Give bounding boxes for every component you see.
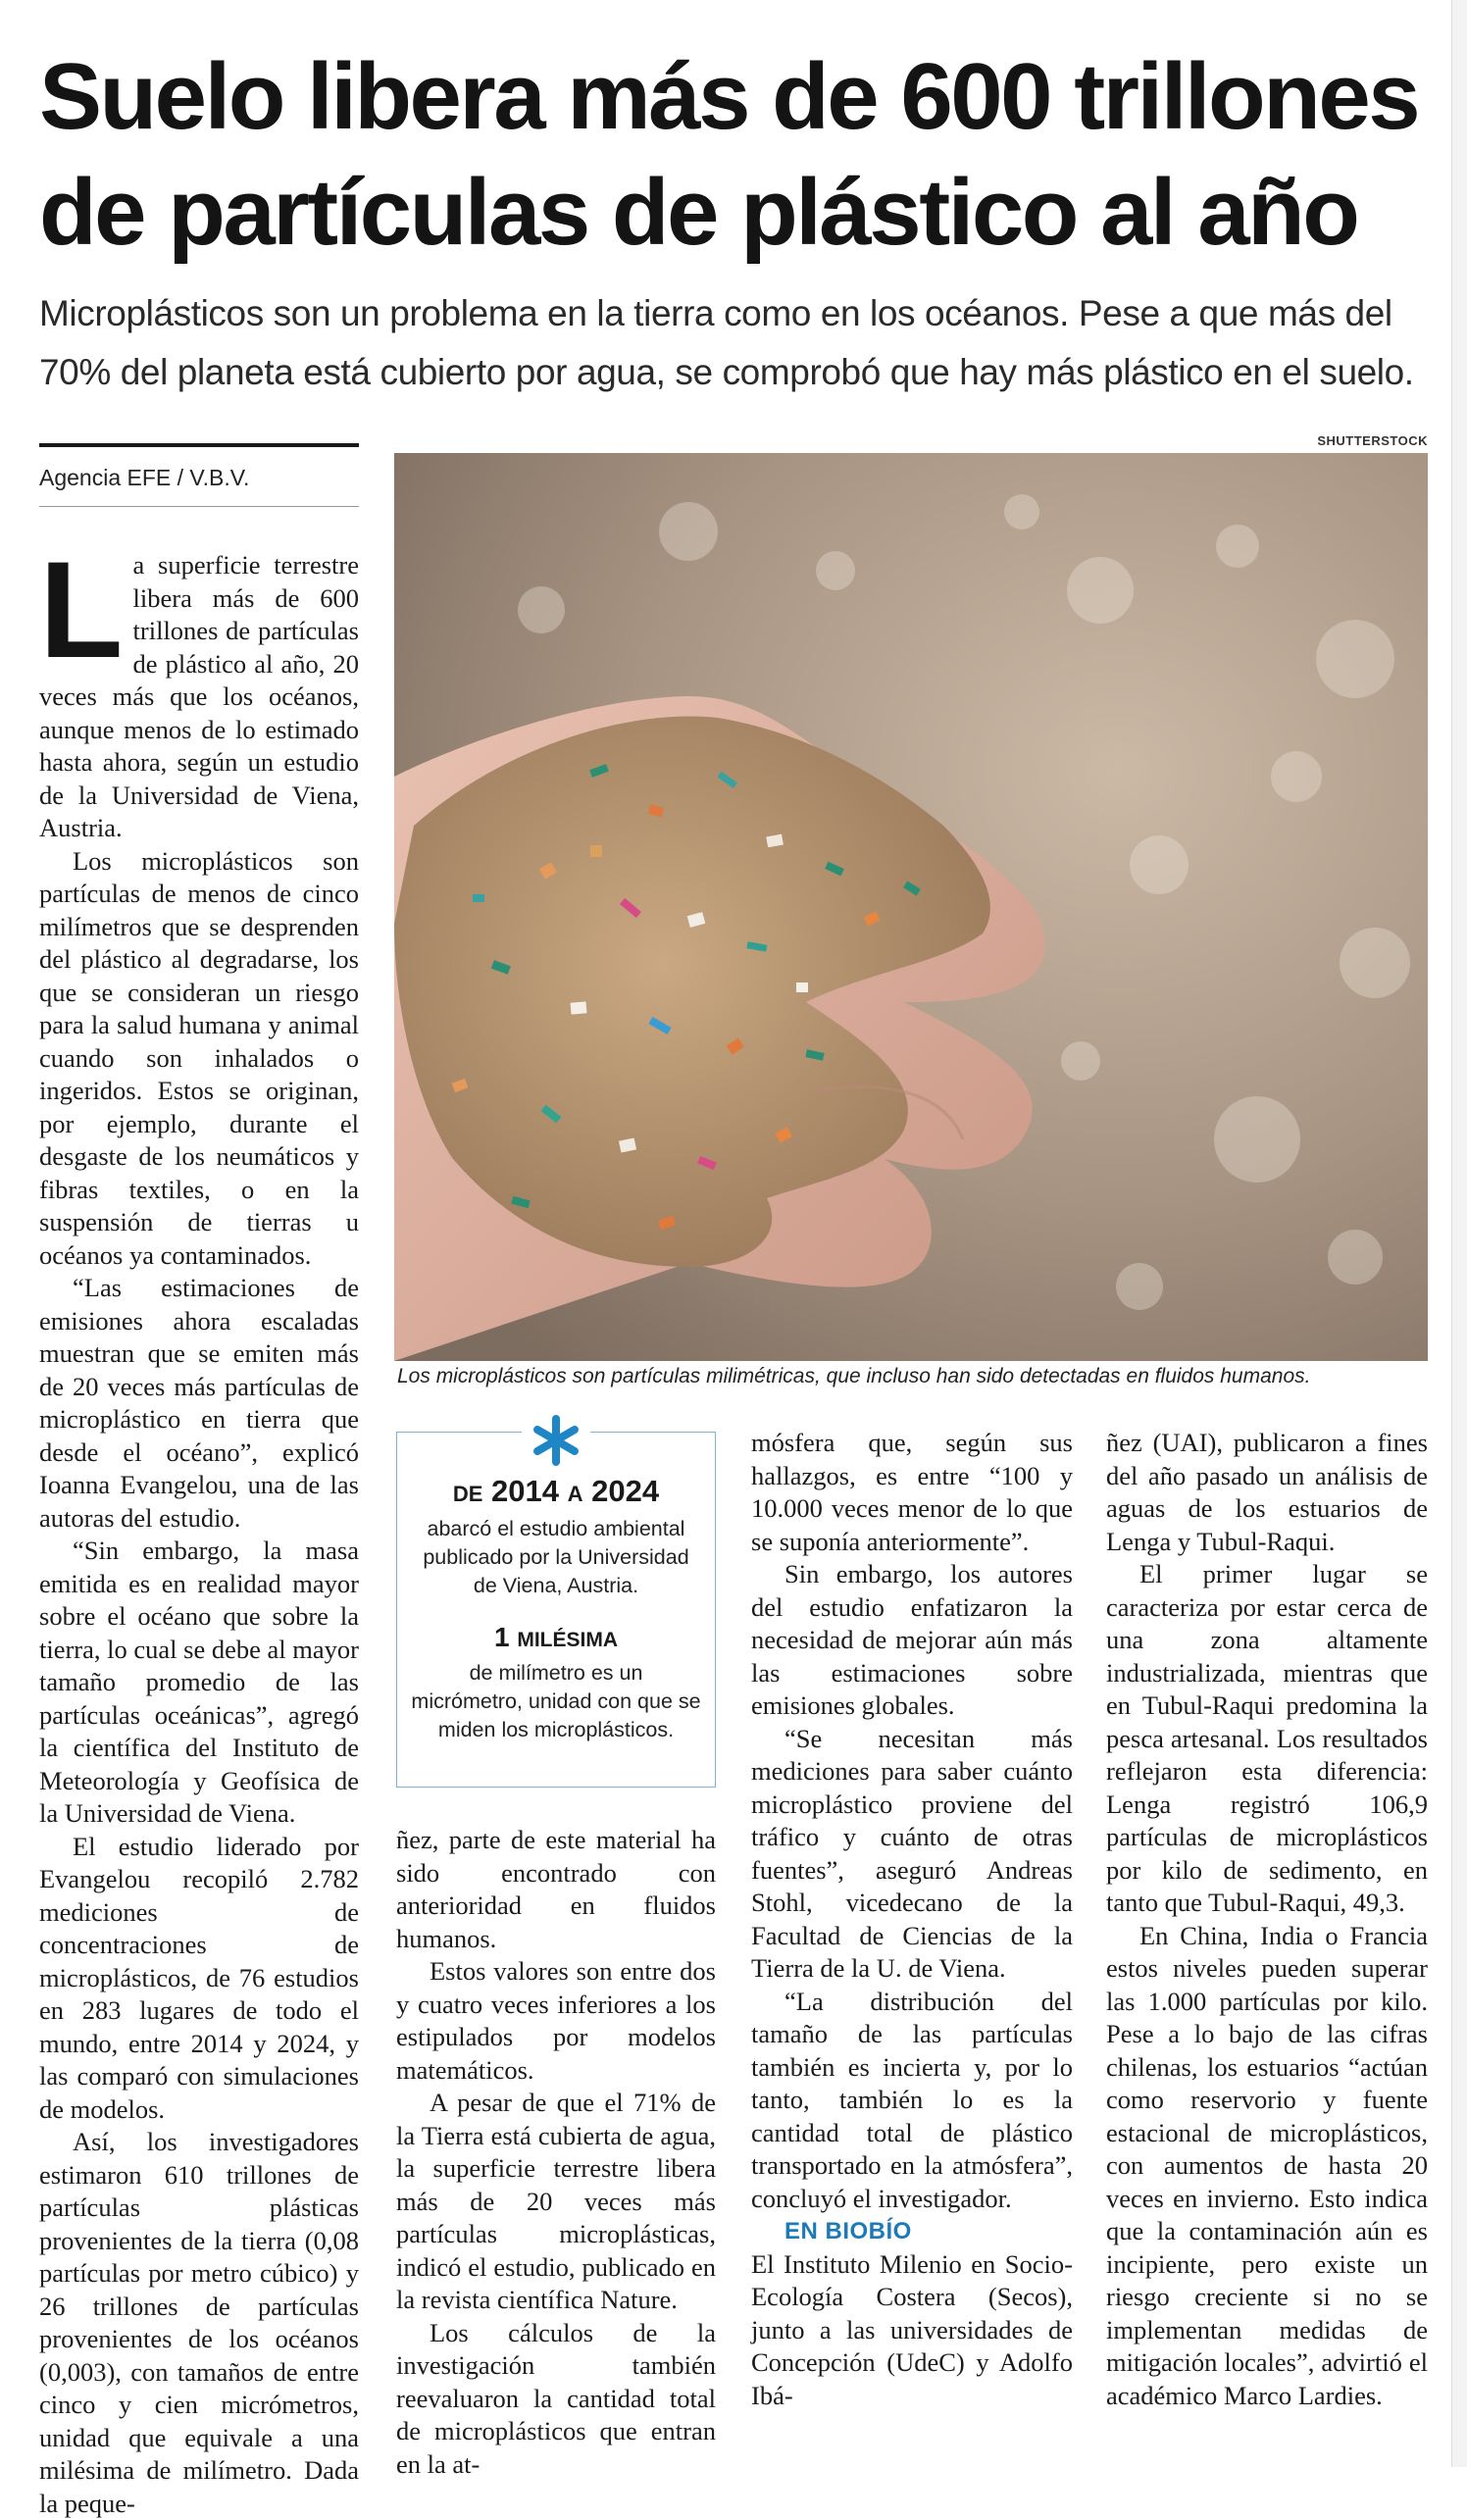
paragraph: El primer lugar se caracteriza por estar cerca de una zona altamente industrializada, mientras que en Tubul-Raqui predomina la pesca artesanal. Los resultados reflejaron esta diferencia: Lenga registró 106,9 partículas de microplásticos por kilo de sedimento, en tanto que Tubul-Raqui, 49,3.: [1106, 1559, 1428, 1917]
paragraph: Los microplásticos son partículas de menos de cinco milímetros que se desprenden del plástico al degradarse, los que se consideran un riesgo para la salud humana y animal cuando son inhalados o ingeridos. Estos se originan, por ejemplo, durante el desgaste de los neumáticos y fibras textiles, o en la suspensión de tierras u océanos ya contaminados.: [39, 845, 359, 1270]
body-column-1: [39, 532, 359, 2518]
fact-unit-heading: 1 MILÉSIMA: [493, 1622, 619, 1652]
headline: Suelo libera más de 600 trillones de partículas de plástico al año: [39, 44, 1419, 265]
body-column-4: [1106, 1427, 1428, 2432]
paragraph: “Sin embargo, la masa emitida es en realidad mayor sobre el océano que sobre la tierra, lo cual se debe al mayor tamaño promedio de las partículas oceánicas”, agregó la científica del Instituto de Meteorología y Geofísica de la Universidad de Viena.: [39, 1536, 359, 1828]
paragraph: El Instituto Milenio en Socio-Ecología Costera (Secos), junto a las universidades de Concepción (UdeC) y Adolfo Ibá-: [751, 2248, 1073, 2410]
paragraph: ñez (UAI), publicaron a fines del año pasado un análisis de aguas de los estuarios de Lenga y Tubul-Raqui.: [1106, 1428, 1428, 1556]
fact-range-heading: DE 2014 A 2024: [452, 1474, 660, 1508]
paragraph: El estudio liderado por Evangelou recopiló 2.782 mediciones de concentraciones de microplásticos, de 76 estudios en 283 lugares de todo el mundo, entre 2014 y 2024, y las comparó con simulaciones de modelos.: [39, 1831, 359, 2124]
body-column-3: [751, 1427, 1073, 2432]
dropcap: L: [39, 532, 124, 686]
page-edge: [1451, 0, 1467, 2467]
paragraph: ñez, parte de este material ha sido encontrado con anterioridad en fluidos humanos.: [396, 1825, 716, 1953]
paragraph: Estos valores son entre dos y cuatro veces inferiores a los estipulados por modelos matemáticos.: [396, 1956, 716, 2085]
byline: Agencia EFE / V.B.V.: [39, 465, 250, 490]
byline-top-rule: [39, 443, 359, 447]
byline-rule: [39, 506, 359, 507]
fact-unit-text: de milímetro es un micrómetro, unidad con que se miden los microplásticos.: [411, 1661, 701, 1741]
asterisk-icon: [522, 1413, 590, 1468]
paragraph: mósfera que, según sus hallazgos, es entre “100 y 10.000 veces menor de lo que se suponía anteriormente”.: [751, 1428, 1073, 1556]
photo-credit: SHUTTERSTOCK: [1317, 433, 1428, 448]
paragraph: A pesar de que el 71% de la Tierra está cubierta de agua, la superficie terrestre libera más de 20 veces más partículas microplásticas, indicó el estudio, publicado en la revista científica Nature.: [396, 2088, 716, 2314]
microplastics-hand-illustration: [394, 453, 1428, 1361]
paragraph: “Se necesitan más mediciones para saber cuánto microplástico proviene del tráfico y cuánto de otras fuentes”, aseguró Andreas Stohl, vicedecano de la Facultad de Ciencias de la Tierra de la U. de Viena.: [751, 1723, 1073, 1983]
photo-caption: Los microplásticos son partículas milimétricas, que incluso han sido detectadas en fluidos humanos.: [397, 1365, 1311, 1387]
article-photo: [394, 453, 1428, 1361]
paragraph: “Las estimaciones de emisiones ahora escaladas muestran que se emiten más de 20 veces más partículas de microplástico en tierra que desde el océano”, explicó Ioanna Evangelou, una de las autoras del estudio.: [39, 1273, 359, 1533]
paragraph: En China, India o Francia estos niveles pueden superar las 1.000 partículas por kilo. Pese a lo bajo de las cifras chilenas, los estuarios “actúan como reservorio y fuente estacional de microplásticos, con aumentos de hasta 20 veces en invierno. Esto indica que la contaminación aún es incipiente, pero existe un riesgo creciente si no se implementan medidas de mitigación locales”, advirtió el académico Marco Lardies.: [1106, 1920, 1428, 2410]
paragraph: a superficie terrestre libera más de 600 trillones de partículas de plástico al año, 20 veces más que los océanos, aunque menos de lo estimado hasta ahora, según un estudio de la Universidad de Viena, Austria.: [39, 550, 359, 842]
section-label: EN BIOBÍO: [784, 2218, 912, 2244]
paragraph: “La distribución del tamaño de las partículas también es incierta y, por lo tanto, también lo es la cantidad total de plástico transportado en la atmósfera”, concluyó el investigador.: [751, 1986, 1073, 2213]
paragraph: Así, los investigadores estimaron 610 trillones de partículas plásticas provenientes de la tierra (0,08 partículas por metro cúbico) y 26 trillones de partículas provenientes de los océanos (0,003), con tamaños de entre cinco y cien micrómetros, unidad que equivale a una milésima de milímetro. Dada la peque-: [39, 2127, 359, 2518]
fact-range-text: abarcó el estudio ambiental publicado por la Universidad de Viena, Austria.: [423, 1517, 689, 1597]
fact-box: [396, 1432, 716, 1788]
body-column-2: [396, 1824, 716, 2479]
paragraph: Los cálculos de la investigación también reevaluaron la cantidad total de microplásticos que entran en la at-: [396, 2317, 716, 2479]
paragraph: Sin embargo, los autores del estudio enfatizaron la necesidad de mejorar aún más las estimaciones sobre emisiones globales.: [751, 1559, 1073, 1720]
subhead: Microplásticos son un problema en la tierra como en los océanos. Pese a que más del 70% del planeta está cubierto por agua, se comprobó que hay más plástico en el suelo.: [39, 293, 1414, 392]
